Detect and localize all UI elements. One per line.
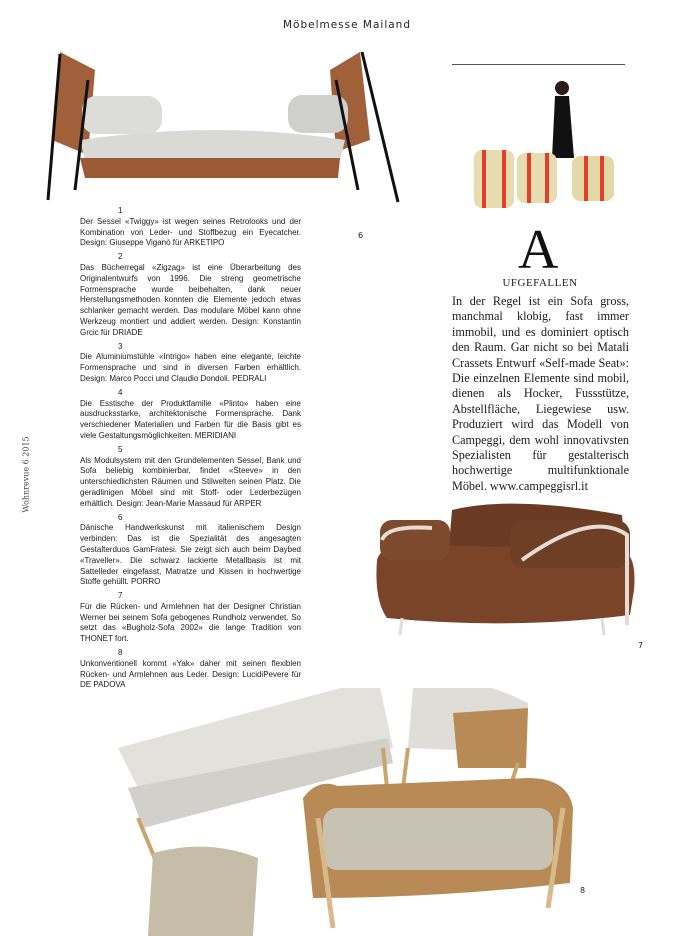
caption-item [80,648,301,691]
caption-text: Für die Rücken- und Armlehnen hat der Designer Christian Werner bei seinem Sofa gebogenes Rundholz verwendet. So setzt das «Bugholz-Sofa 2002» die lange Tradition von THONET fort. [80,601,301,644]
image-label-7: 7 [638,641,644,650]
caption-text: Dänische Handwerkskunst mit italienischem Design verbinden: Das ist die Spezialität des angesagten Gestalterduos GamFratesi. Sie zeigt sich auch beim Daybed «Traveller». Die schwarz lackierte Metallbasis ist mit Sattelleder eingefasst, Matratze und Kissen in hochwertige Stoffe gehüllt. PORRO [80,523,301,587]
daybed-image [40,40,405,210]
drop-cap: A [518,219,559,281]
caption-item [80,445,301,510]
caption-text: Unkonventionell kommt «Yak» daher mit seinen flexiblen Rücken- und Armlehnen aus Leder. Design: LucidiPevere für DE PADOVA [80,658,301,690]
feature-body: In der Regel ist ein Sofa gross, manchmal klobig, fast immer immobil, und es dominiert optisch den Raum. Gar nicht so bei Matali Crassets Entwurf «Self-made Seat»: Die einzelnen Elemente sind mobil, dienen als Hocker, Fussstütze, Abstellfläche, Liegewiese usw. Produziert wird das Modell von Campeggi, dem wohl innovativsten Spezialisten für gestalterisch hochwertige multifunktionale Möbel. www.campeggisrl.it [452,294,629,493]
caption-number: 8 [118,648,123,658]
yak-furniture-image [108,688,588,936]
caption-number: 1 [118,206,123,215]
caption-number: 2 [118,252,123,262]
caption-text: Der Sessel «Twiggy» ist wegen seines Retrolooks und der Kombination von Leder- und Stoffbezug ein Eyecatcher. Design: Giuseppe Viganò für ARKETIPO [80,216,301,248]
caption-item [80,513,301,589]
caption-text: Das Bücherregal «Zigzag» ist eine Überarbeitung des Originalentwurfs von 1996. Die streng geometrische Formensprache wurde beibehalten, dank neuer Herstellungsmethoden konnten die Elemente jedoch etwas schlanker gemacht werden. Das modulare Möbel kann ohne Werkzeug montiert und addiert werden. Design: Konstantin Grcic für DRIADE [80,262,301,337]
page-header: Möbelmesse Mailand [282,19,412,31]
caption-item [80,206,301,249]
captions-column [80,206,301,694]
issue-label: Wohnrevue 6 2015 [21,436,31,513]
caption-text: Die Aluminiumstühle «Intrigo» haben eine elegante, leichte Formensprache und sind in diversen Farben erhältlich. Design: Marco Pocci und Claudio Dondoli. PEDRALI [80,352,301,383]
caption-number: 7 [118,591,123,601]
image-label-8: 8 [580,886,586,895]
caption-number: 4 [118,387,123,397]
caption-item [80,591,301,645]
caption-number: 3 [118,341,123,351]
caption-text: Als Modulsystem mit den Grundelementen Sessel, Bank und Sofa beliebig kombinierbar, findet «Steeve» in den unterschiedlichsten Räumen und Stilwelten seinen Platz. Die geradlinigen Möbel sind mit Stoff- oder Lederbezügen erhältlich. Design: Jean-Marie Massaud für ARPER [80,455,301,508]
caption-number: 5 [118,444,123,454]
feature-heading: UFGEFALLEN [502,277,578,289]
image-label-6: 6 [358,231,364,240]
caption-number: 6 [118,512,123,522]
divider [452,64,625,65]
caption-item [80,388,301,442]
caption-text: Die Esstische der Produktfamilie «Plinto» haben eine ausdrucksstarke, architektonische Formensprache. Dank verschiedener Materialien und Farben für die Basis gibt es viele Gestaltungsmöglichkeiten. MERIDIANI [80,398,301,440]
self-made-seat-image [462,78,627,220]
bugholz-sofa-image [372,490,642,640]
caption-item [80,252,301,338]
caption-item [80,342,301,385]
